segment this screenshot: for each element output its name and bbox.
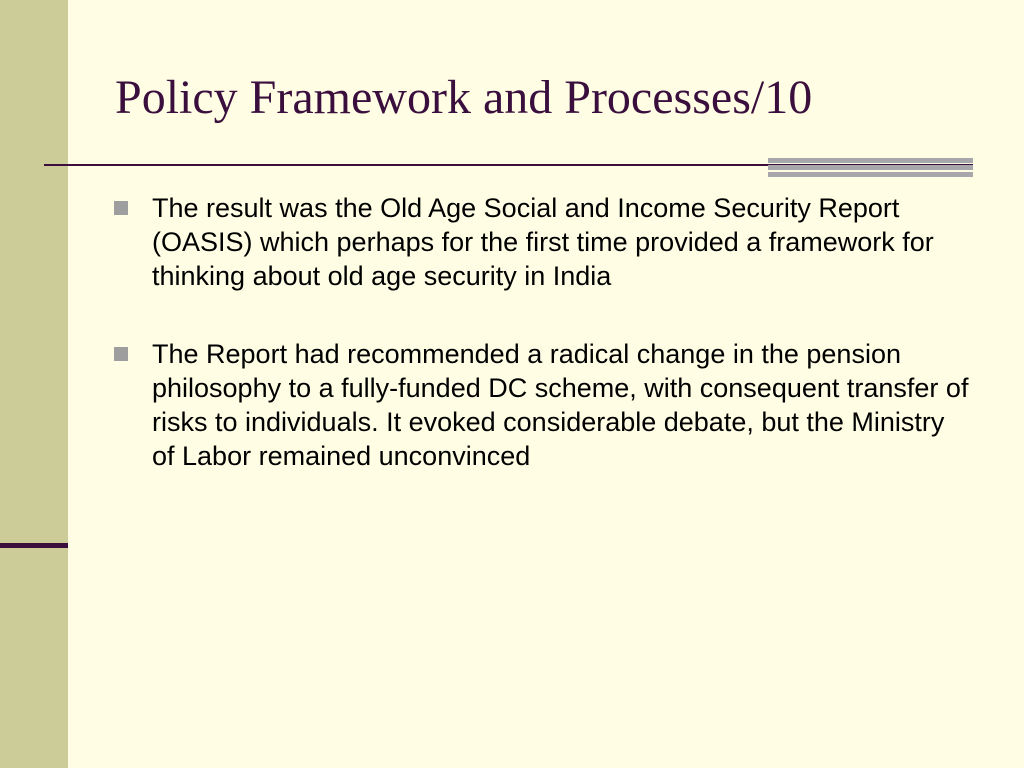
bullet-text: The result was the Old Age Social and Income Security Report (OASIS) which perhaps for the first time provided a framework for thinking about old age security in India (152, 193, 934, 291)
slide-title: Policy Framework and Processes/10 (115, 71, 813, 124)
square-bullet-icon (114, 347, 128, 361)
square-bullet-icon (114, 201, 128, 215)
side-decor-bar (0, 0, 68, 768)
bullet-item (114, 191, 974, 293)
accent-bars-decor (768, 158, 973, 178)
accent-bar (768, 165, 973, 170)
bullet-text: The Report had recommended a radical change in the pension philosophy to a fully-funded DC scheme, with consequent transfer of risks to individuals. It evoked considerable debate, but the Ministry of Labor remained unconvinced (152, 339, 969, 471)
side-accent-line (0, 543, 68, 548)
bullet-list (114, 191, 974, 517)
accent-bar (768, 172, 973, 177)
accent-bar (768, 158, 973, 163)
bullet-item (114, 337, 974, 473)
